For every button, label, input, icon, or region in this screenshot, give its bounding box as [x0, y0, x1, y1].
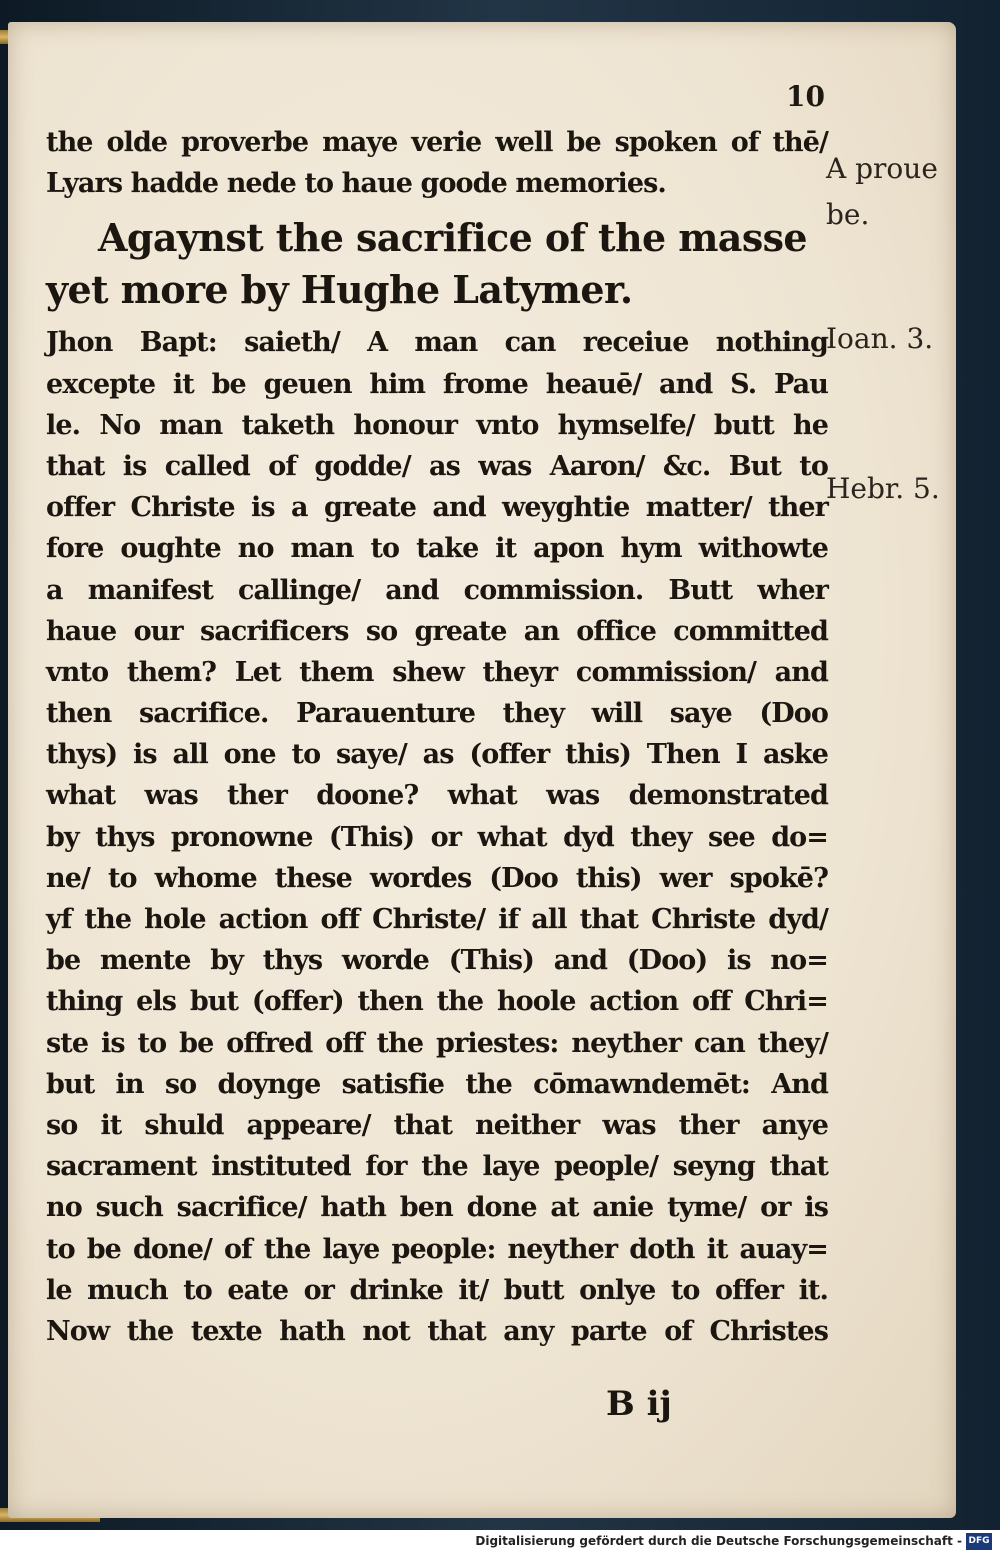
text-line: ne/ to whome these wordes (Doo this) wer spokē? — [46, 862, 828, 894]
text-line: ste is to be offred off the priestes: neyther can they/ — [46, 1027, 828, 1059]
book-page — [8, 22, 956, 1518]
page-text — [46, 122, 828, 1352]
text-line: by thys pronowne (This) or what dyd they see do= — [46, 821, 828, 853]
text-line: vnto them? Let them shew theyr commission/ and — [46, 656, 828, 688]
marginal-note: A proue — [826, 152, 938, 185]
text-line: be mente by thys worde (This) and (Doo) is no= — [46, 945, 828, 977]
text-line: no such sacrifice/ hath ben done at anie tyme/ or is — [46, 1192, 828, 1224]
text-line: Jhon Bapt: saieth/ A man can receiue nothing — [46, 327, 828, 359]
text-line: to be done/ of the laye people: neyther doth it auay= — [46, 1233, 828, 1265]
text-line: sacrament instituted for the laye people/ seyng that — [46, 1151, 828, 1183]
text-line: le. No man taketh honour vnto hymselfe/ butt he — [46, 409, 828, 441]
dfg-logo: DFG — [966, 1533, 992, 1550]
text-line: thing els but (offer) then the hoole action off Chri= — [46, 986, 828, 1018]
signature-mark: B ij — [606, 1384, 672, 1424]
text-line: then sacrifice. Parauenture they will saye (Doo — [46, 698, 828, 730]
text-line: offer Christe is a greate and weyghtie matter/ ther — [46, 492, 828, 524]
section-heading: Agaynst the sacrifice of the masse — [98, 215, 807, 261]
marginal-note: Hebr. 5. — [826, 472, 940, 505]
funding-credit: Digitalisierung gefördert durch die Deutsche Forschungsgemeinschaft - — [475, 1534, 962, 1548]
text-line: what was ther doone? what was demonstrated — [46, 780, 828, 812]
text-line: fore oughte no man to take it apon hym withowte — [46, 533, 828, 565]
text-line: so it shuld appeare/ that neither was ther anye — [46, 1109, 828, 1141]
body-paragraph — [46, 322, 828, 1352]
text-line: thys) is all one to saye/ as (offer this) Then I aske — [46, 739, 828, 771]
marginal-note: Ioan. 3. — [826, 322, 934, 355]
intro-line: Lyars hadde nede to haue goode memories. — [46, 168, 666, 200]
text-line: le much to eate or drinke it/ butt onlye to offer it. — [46, 1274, 828, 1306]
text-line: but in so doynge satisfie the cōmawndemēt: And — [46, 1068, 828, 1100]
text-line: yf the hole action off Christe/ if all that Christe dyd/ — [46, 904, 828, 935]
marginal-note: be. — [826, 198, 870, 231]
text-line: excepte it be geuen him frome heauē/ and S. Pau — [46, 368, 828, 400]
section-heading: yet more by Hughe Latymer. — [46, 267, 633, 313]
text-line: Now the texte hath not that any parte of Christes — [46, 1315, 828, 1347]
text-line: haue our sacrificers so greate an office committed — [46, 615, 828, 647]
footer-bar — [0, 1530, 1000, 1554]
text-line: a manifest callinge/ and commission. Butt wher — [46, 574, 828, 606]
text-line: that is called of godde/ as was Aaron/ &c. But to — [46, 450, 828, 482]
intro-line: the olde proverbe maye verie well be spoken of thē/ — [46, 127, 828, 158]
page-number: 10 — [786, 80, 825, 113]
